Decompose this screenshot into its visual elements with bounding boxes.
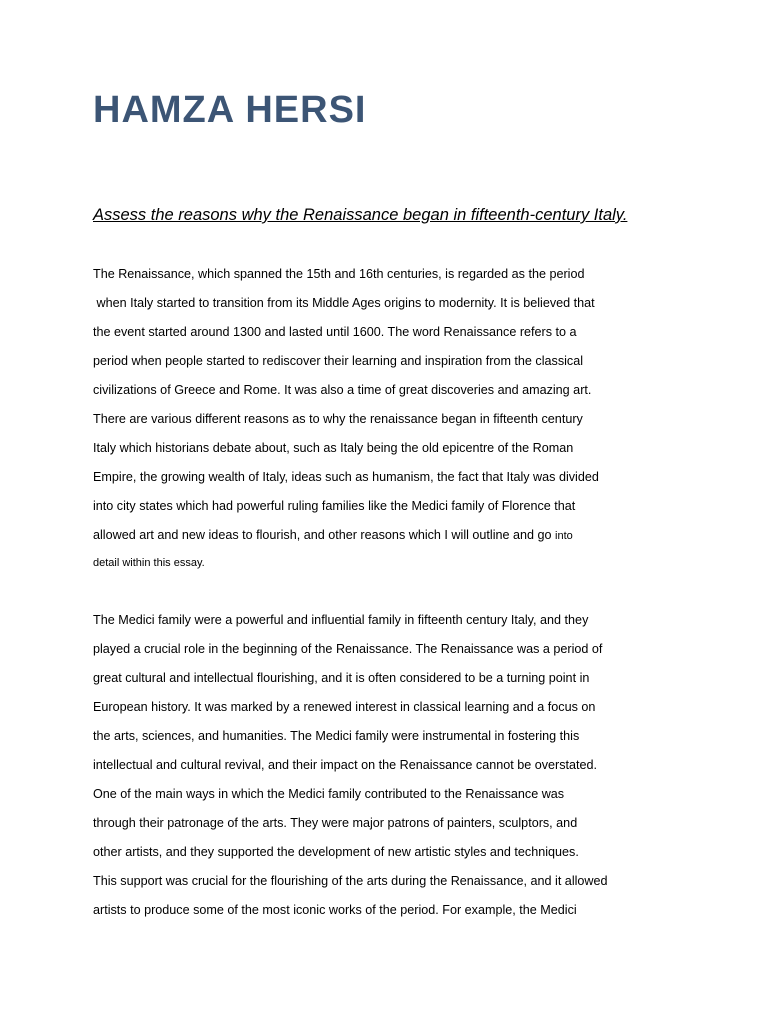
body-line: when Italy started to transition from its Middle Ages origins to modernity. It is believed that: [93, 296, 595, 310]
body-line: European history. It was marked by a renewed interest in classical learning and a focus on: [93, 700, 596, 714]
body-line: [93, 527, 573, 544]
body-line: Italy which historians debate about, such as Italy being the old epicentre of the Roman: [93, 441, 574, 455]
body-line: intellectual and cultural revival, and their impact on the Renaissance cannot be overstated.: [93, 758, 598, 772]
body-line: into city states which had powerful ruling families like the Medici family of Florence that: [93, 499, 576, 513]
body-line: civilizations of Greece and Rome. It was also a time of great discoveries and amazing art.: [93, 383, 592, 397]
body-line: detail within this essay.: [93, 557, 205, 569]
body-line-text: allowed art and new ideas to flourish, and other reasons which I will outline and go: [93, 528, 552, 542]
body-line: This support was crucial for the flourishing of the arts during the Renaissance, and it allowed: [93, 874, 608, 888]
body-line: the event started around 1300 and lasted until 1600. The word Renaissance refers to a: [93, 325, 577, 339]
author-name: HAMZA HERSI: [93, 89, 367, 131]
body-line: the arts, sciences, and humanities. The Medici family were instrumental in fostering this: [93, 729, 580, 743]
body-line: through their patronage of the arts. They were major patrons of painters, sculptors, and: [93, 816, 578, 830]
body-line: period when people started to rediscover their learning and inspiration from the classical: [93, 354, 584, 368]
body-line: The Renaissance, which spanned the 15th and 16th centuries, is regarded as the period: [93, 267, 585, 281]
body-line: One of the main ways in which the Medici family contributed to the Renaissance was: [93, 787, 565, 801]
body-line: There are various different reasons as to why the renaissance began in fifteenth century: [93, 412, 583, 426]
body-line: great cultural and intellectual flourishing, and it is often considered to be a turning point in: [93, 671, 590, 685]
essay-title: Assess the reasons why the Renaissance began in fifteenth-century Italy.: [93, 206, 628, 224]
body-line: The Medici family were a powerful and influential family in fifteenth century Italy, and they: [93, 613, 589, 627]
body-line: Empire, the growing wealth of Italy, ideas such as humanism, the fact that Italy was divided: [93, 470, 599, 484]
body-line: played a crucial role in the beginning of the Renaissance. The Renaissance was a period of: [93, 642, 603, 656]
body-line: other artists, and they supported the development of new artistic styles and techniques.: [93, 845, 579, 859]
body-line: artists to produce some of the most iconic works of the period. For example, the Medici: [93, 903, 577, 917]
body-line-tail: into: [555, 530, 573, 542]
